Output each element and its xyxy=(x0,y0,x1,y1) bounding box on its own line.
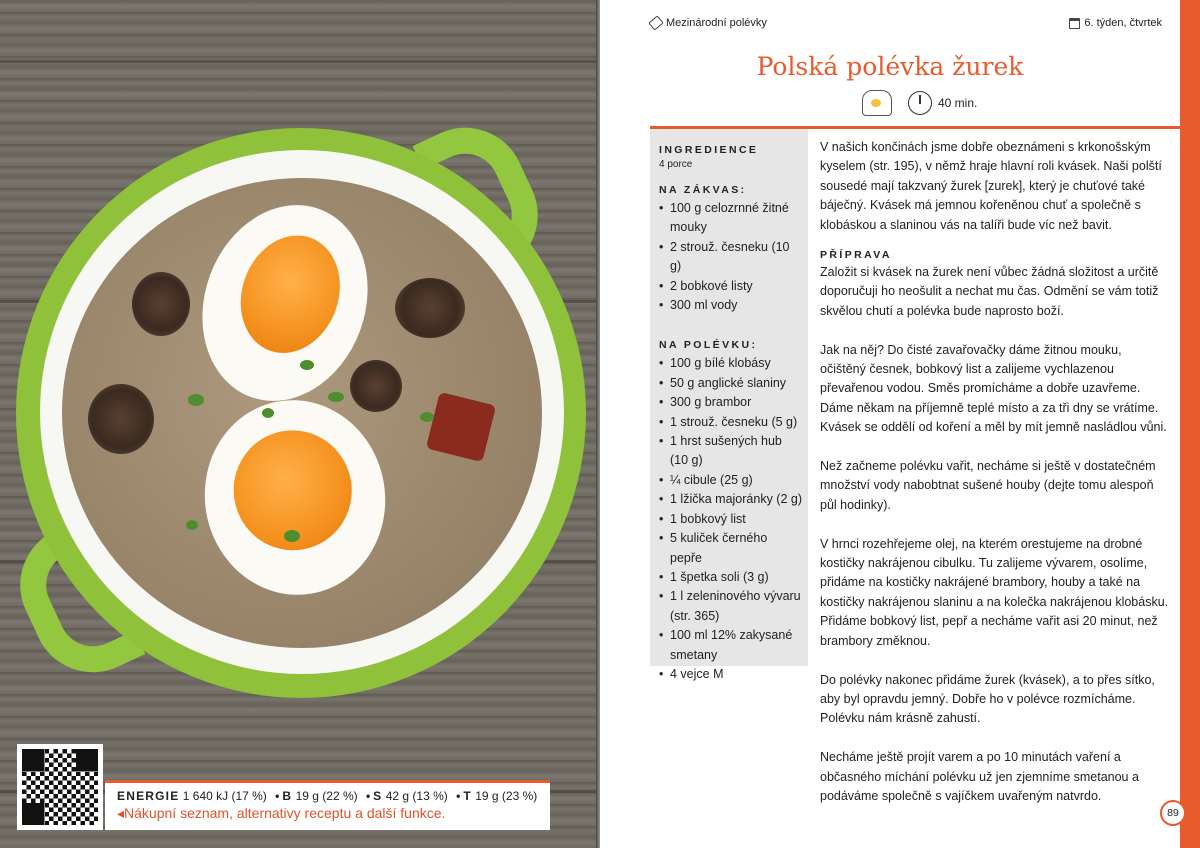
microgreen xyxy=(186,520,198,530)
microgreen xyxy=(262,408,274,418)
energy-value: 1 640 kJ (17 %) xyxy=(182,789,267,803)
ingredient-item: • 1 špetka soli (3 g) xyxy=(659,568,802,587)
prep-time: 40 min. xyxy=(938,96,978,110)
qr-code[interactable] xyxy=(17,744,103,830)
bullet-separator: • xyxy=(456,789,461,803)
sausage-slice xyxy=(350,360,402,412)
sausage-slice xyxy=(88,384,154,454)
shopping-list-link[interactable] xyxy=(117,805,540,822)
ingredient-item: • 300 ml vody xyxy=(659,296,802,315)
microgreen xyxy=(420,412,434,422)
page-edge-strip xyxy=(1180,0,1200,848)
ingredient-item: • 1 lžička majoránky (2 g) xyxy=(659,490,802,509)
ingredients-panel xyxy=(650,129,808,681)
ingredient-item: • ¼ cibule (25 g) xyxy=(659,471,802,490)
carbs-label: S xyxy=(373,789,383,803)
ingredient-item: • 100 ml 12% zakysané smetany xyxy=(659,626,802,665)
calendar-icon xyxy=(1069,18,1080,29)
method-paragraph: Jak na něj? Do čisté zavařovačky dáme žitnou mouku, očištěný česnek, bobkový list a zalijeme vychlazenou převařenou vodou. Směs promícháme a dobře uzavřeme. Dáme někam na příjemně teplé místo a za tři dny se vrátíme. Kvásek se oddělí od koření a měl by mít jemně nasládlou vůni. xyxy=(820,342,1167,435)
recipe-body xyxy=(820,138,1170,806)
ingredient-item: • 2 bobkové listy xyxy=(659,277,802,296)
nutrition-line xyxy=(117,789,540,803)
section-title: NA POLÉVKU: xyxy=(659,339,758,352)
qr-pattern xyxy=(22,749,98,825)
ingredient-item: • 100 g bílé klobásy xyxy=(659,354,802,373)
ingredient-item: • 5 kuliček černého pepře xyxy=(659,529,802,568)
intro-paragraph: V našich končinách jsme dobře obeznámeni s krkonošským kyselem (str. 195), v němž hraje hlavní roli kvásek. Naši polští sousedé mají takzvaný žurek [zurek], který je chuťové také báječný. Kvásek má jemnou kořeněnou chuť a společně s klobáskou a slaninou vás na talíři bude víc než bavit. xyxy=(820,140,1162,232)
method-paragraph: Než začneme polévku vařit, necháme si ještě v dostatečném množství vody nabobtnat sušené houby (dejte tomu alespoň půl hodinky). xyxy=(820,459,1156,512)
egg-yolk xyxy=(225,221,356,367)
bullet-separator: • xyxy=(365,789,371,803)
protein-label: B xyxy=(282,789,293,803)
sausage-slice xyxy=(395,278,465,338)
tag-icon xyxy=(648,15,664,30)
carbs-value: 42 g (13 %) xyxy=(385,789,448,803)
week-label xyxy=(1069,17,1162,29)
protein-value: 19 g (22 %) xyxy=(295,789,358,803)
preparation-heading: PŘÍPRAVA xyxy=(820,249,892,262)
ingredient-item: • 300 g brambor xyxy=(659,393,802,412)
microgreen xyxy=(188,394,204,406)
ingredient-item: • 50 g anglické slaniny xyxy=(659,374,802,393)
page-number: 89 xyxy=(1160,800,1186,826)
method-paragraph: Do polévky nakonec přidáme žurek (kvásek), a to přes sítko, aby byl opravdu jemný. Dobře ho v polévce rozmícháme. Polévku nám krásně zahustí. xyxy=(820,672,1155,726)
microgreen xyxy=(328,392,344,402)
ingredient-item: • 1 hrst sušených hub (10 g) xyxy=(659,432,802,471)
clock-icon xyxy=(908,91,932,115)
portions: 4 porce xyxy=(659,159,693,170)
ingredient-item: • 2 strouž. česneku (10 g) xyxy=(659,238,802,277)
category-label xyxy=(650,17,767,29)
shopping-link-text: Nákupní seznam, alternativy receptu a další funkce. xyxy=(124,805,446,821)
sausage-slice xyxy=(132,272,190,336)
microgreen xyxy=(284,530,300,542)
ingredient-item: • 1 strouž. česneku (5 g) xyxy=(659,413,802,432)
ingredient-item: • 4 vejce M xyxy=(659,665,802,684)
nutrition-box xyxy=(105,780,550,830)
ingredients-heading: INGREDIENCE xyxy=(659,144,759,156)
ingredient-list xyxy=(659,199,802,315)
chef-difficulty-icon xyxy=(862,90,892,116)
arrow-left-icon: ◂ xyxy=(117,805,125,821)
method-paragraph: Necháme ještě projít varem a po 10 minutách vaření a občasného míchání polévku už jen zjemníme smetanou a podáváme společně s vajíčkem uvařeným natvrdo. xyxy=(820,750,1139,803)
microgreen xyxy=(300,360,314,370)
method-paragraph: V hrnci rozehřejeme olej, na kterém orestujeme na drobné kostičky nakrájenou cibulku. Tu zalijeme vývarem, osolíme, přidáme na kostičky nakrájené brambory, houby a také na kostičky nakrájenou slaninu a na kolečka nakrájenou klobásku. Přidáme bobkový list, pepř a necháme vařit asi 20 minut, než brambory změknou. xyxy=(820,536,1169,648)
recipe-title: Polská polévka žurek xyxy=(756,52,1024,81)
ingredient-list xyxy=(659,354,802,684)
ingredient-item: • 1 bobkový list xyxy=(659,510,802,529)
section-title: NA ZÁKVAS: xyxy=(659,184,747,196)
method-paragraph: Založit si kvásek na žurek není vůbec žádná složitost a určitě doporučuji ho neošulit a nechat mu čas. Odmění se vám totiž skvělou chutí a polévka bude naprosto boží. xyxy=(820,265,1159,318)
ingredient-item: • 1 l zeleninového vývaru (str. 365) xyxy=(659,587,802,626)
bullet-separator: • xyxy=(275,789,280,803)
week-text: 6. týden, čtvrtek xyxy=(1084,17,1162,29)
energy-label: ENERGIE xyxy=(117,789,180,803)
fat-value: 19 g (23 %) xyxy=(475,789,538,803)
recipe-page xyxy=(600,0,1200,848)
wood-grain xyxy=(0,60,600,63)
fat-label: T xyxy=(463,789,472,803)
category-text: Mezinárodní polévky xyxy=(666,17,767,29)
ingredient-item: • 100 g celozrnné žitné mouky xyxy=(659,199,802,238)
recipe-meta xyxy=(862,90,977,116)
